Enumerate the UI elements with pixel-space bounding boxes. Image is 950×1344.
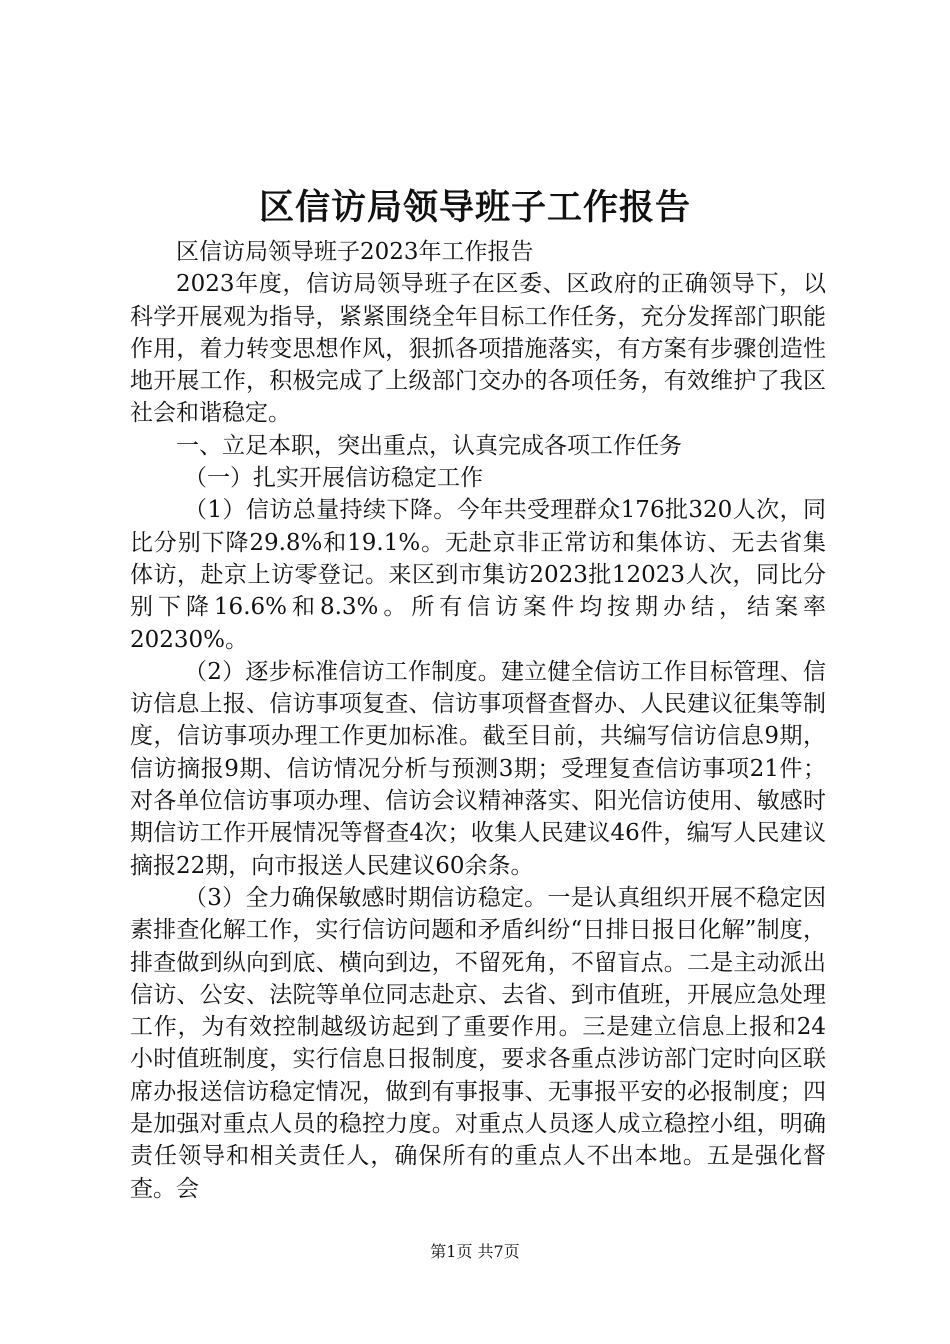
item-3-paragraph: （3）全力确保敏感时期信访稳定。一是认真组织开展不稳定因素排查化解工作，实行信访问题和矛盾纠纷“日排日报日化解”制度，排查做到纵向到底、横向到边，不留死角，不留盲点。二是主动派出信访、公安、法院等单位同志赴京、去省、到市值班，开展应急处理工作，为有效控制越级访起到了重要作用。三是建立信息上报和24小时值班制度，实行信息日报制度，要求各重点涉访部门定时向区联席办报送信访稳定情况，做到有事报事、无事报平安的必报制度；四是加强对重点人员的稳控力度。对重点人员逐人成立稳控小组，明确责任领导和相关责任人，确保所有的重点人不出本地。五是强化督查。会 — [130, 884, 826, 1202]
section-heading: 一、立足本职，突出重点，认真完成各项工作任务 — [176, 432, 682, 459]
item-2-paragraph: （2）逐步标准信访工作制度。建立健全信访工作目标管理、信访信息上报、信访事项复查、信访事项督查督办、人民建议征集等制度，信访事项办理工作更加标准。截至目前，共编写信访信息9期，信访摘报9期、信访情况分析与预测3期；受理复查信访事项21件；对各单位信访事项办理、信访会议精神落实、阳光信访使用、敏感时期信访工作开展情况等督查4次；收集人民建议46件，编写人民建议摘报22期，向市报送人民建议60余条。 — [130, 658, 826, 879]
item-1-paragraph: （1）信访总量持续下降。今年共受理群众176批320人次，同比分别下降29.8%和19.1%。无赴京非正常访和集体访、无去省集体访，赴京上访零登记。来区到市集访2023批12023人次，同比分别下降16.6%和8.3%。所有信访案件均按期办结，结案率20230%。 — [130, 497, 826, 653]
page-number-footer: 第1页 共7页 — [430, 1242, 520, 1261]
intro-paragraph: 2023年度，信访局领导班子在区委、区政府的正确领导下，以科学开展观为指导，紧紧围绕全年目标工作任务，充分发挥部门职能作用，着力转变思想作风，狠抓各项措施落实，有方案有步骤创造性地开展工作，积极完成了上级部门交办的各项任务，有效维护了我区社会和谐稳定。 — [130, 271, 826, 427]
report-subtitle: 区信访局领导班子2023年工作报告 — [176, 239, 534, 265]
subsection-heading: （一）扎实开展信访稳定工作 — [184, 465, 484, 492]
document-title: 区信访局领导班子工作报告 — [258, 187, 691, 228]
document-body — [130, 236, 826, 1205]
